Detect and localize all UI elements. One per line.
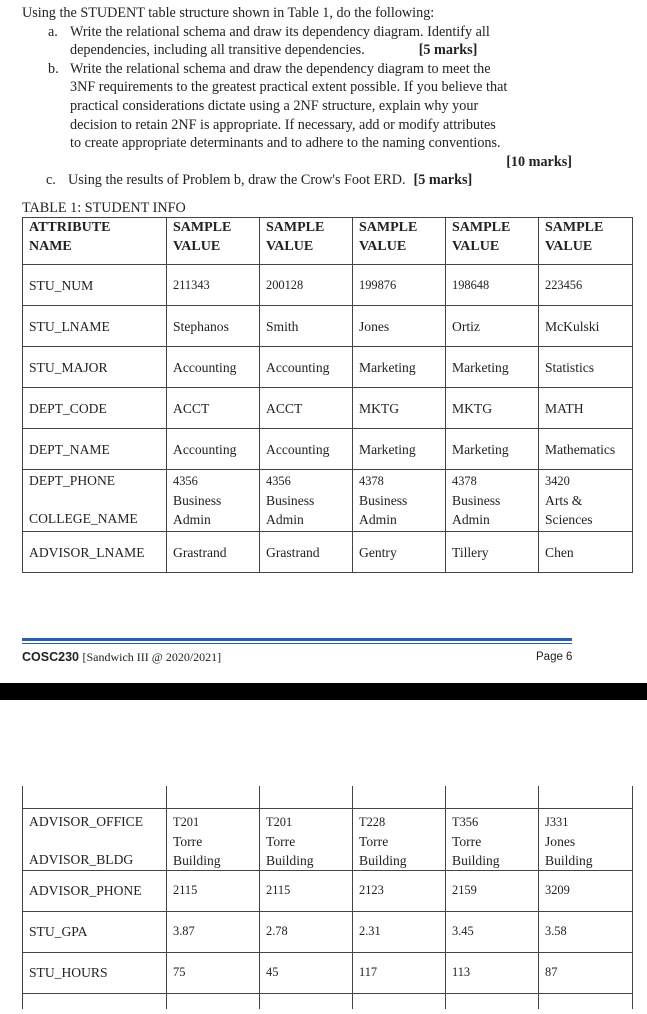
table-row [23, 470, 633, 532]
header-attribute: ATTRIBUTE NAME [23, 218, 167, 265]
instructions [22, 4, 632, 190]
question-c-label: c. [46, 172, 56, 189]
attribute-name: STU_GPA [23, 911, 167, 952]
question-c [22, 171, 632, 190]
question-b-label: b. [48, 60, 59, 77]
table-row [23, 911, 633, 952]
cell: T228 Torre Building [353, 808, 446, 870]
cell: Accounting [167, 429, 260, 470]
attribute-name: DEPT_PHONE COLLEGE_NAME [23, 470, 167, 532]
cell: MKTG [446, 388, 539, 429]
attribute-name: STU_NUM [23, 265, 167, 306]
cell: 4356 Business Admin [260, 470, 353, 532]
cell: Mathematics [539, 429, 633, 470]
table-row [23, 952, 633, 993]
cell: Marketing [446, 347, 539, 388]
header-sample: SAMPLE VALUE [167, 218, 260, 265]
question-a-label: a. [48, 23, 58, 40]
cell: 45 [260, 952, 353, 993]
question-a-line1: Write the relational schema and draw its dependency diagram. Identify all [70, 23, 490, 40]
cell: Chen [539, 532, 633, 573]
question-b-line5: to create appropriate determinants and to adhere to the naming conventions. [70, 135, 501, 152]
page-break-band [0, 683, 647, 700]
cell: Grastrand [260, 532, 353, 573]
attribute-name: ADVISOR_LNAME [23, 532, 167, 573]
attribute-name: STU_LNAME [23, 306, 167, 347]
footer-term: [Sandwich III @ 2020/2021] [82, 650, 222, 664]
footer-course: COSC230 [Sandwich III @ 2020/2021] [22, 650, 222, 664]
question-b-marks: [10 marks] [506, 153, 572, 170]
table-row [23, 532, 633, 573]
question-b-line1: Write the relational schema and draw the dependency diagram to meet the [70, 60, 491, 77]
footer-rule [22, 638, 572, 641]
question-b-line2: 3NF requirements to the greatest practical extent possible. If you believe that [70, 79, 508, 96]
attribute-name: STU_MAJOR [23, 347, 167, 388]
cell: ACCT [260, 388, 353, 429]
cell: 75 [167, 952, 260, 993]
cell: Accounting [167, 347, 260, 388]
question-b-line3: practical considerations dictate using a 2NF structure, explain why your [70, 97, 479, 114]
table-title: TABLE 1: STUDENT INFO [22, 200, 186, 216]
cell: 2115 [167, 870, 260, 911]
cell: Gentry [353, 532, 446, 573]
cell: J331 Jones Building [539, 808, 633, 870]
student-info-table [22, 217, 633, 573]
cell: 2115 [260, 870, 353, 911]
question-b-line4: decision to retain 2NF is appropriate. If necessary, add or modify attributes [70, 116, 496, 133]
cell: 211343 [167, 265, 260, 306]
table-row-top-edge [23, 786, 633, 808]
cell: 2159 [446, 870, 539, 911]
cell: 3.87 [167, 911, 260, 952]
student-info-table-continued [22, 786, 633, 1009]
cell: ACCT [167, 388, 260, 429]
cell: MKTG [353, 388, 446, 429]
cell: 3.58 [539, 911, 633, 952]
question-a-marks: [5 marks] [418, 42, 478, 59]
header-sample: SAMPLE VALUE [446, 218, 539, 265]
cell: 3209 [539, 870, 633, 911]
cell: Tillery [446, 532, 539, 573]
cell: Accounting [260, 429, 353, 470]
attribute-name: ADVISOR_OFFICE ADVISOR_BLDG [23, 808, 167, 870]
cell: Jones [353, 306, 446, 347]
table-header-row [23, 218, 633, 265]
cell: 2123 [353, 870, 446, 911]
cell: 198648 [446, 265, 539, 306]
footer-rule-thin [22, 643, 572, 644]
cell: Ortiz [446, 306, 539, 347]
cell: T201 Torre Building [167, 808, 260, 870]
header-sample: SAMPLE VALUE [539, 218, 633, 265]
cell: 199876 [353, 265, 446, 306]
cell: 2.31 [353, 911, 446, 952]
cell: 117 [353, 952, 446, 993]
cell: 4378 Business Admin [353, 470, 446, 532]
cell: Accounting [260, 347, 353, 388]
cell: Marketing [446, 429, 539, 470]
cell: Stephanos [167, 306, 260, 347]
attribute-name: DEPT_CODE [23, 388, 167, 429]
cell: MATH [539, 388, 633, 429]
intro-lead: Using the STUDENT table structure shown in Table 1, do the following: [22, 5, 435, 21]
question-b [22, 60, 632, 172]
table-row [23, 429, 633, 470]
table-row [23, 347, 633, 388]
table-row [23, 870, 633, 911]
cell: McKulski [539, 306, 633, 347]
cell: Marketing [353, 429, 446, 470]
table-row [23, 265, 633, 306]
question-a-line2: dependencies, including all transitive dependencies. [70, 42, 365, 59]
cell: 4378 Business Admin [446, 470, 539, 532]
cell: Statistics [539, 347, 633, 388]
table-row-cut [23, 993, 633, 1009]
cell: 3420 Arts & Sciences [539, 470, 633, 532]
table-row [23, 808, 633, 870]
cell: Marketing [353, 347, 446, 388]
cell: 3.45 [446, 911, 539, 952]
header-sample: SAMPLE VALUE [260, 218, 353, 265]
cell: 200128 [260, 265, 353, 306]
question-a [22, 23, 632, 60]
cell: Smith [260, 306, 353, 347]
page-number: Page 6 [536, 651, 573, 663]
header-sample: SAMPLE VALUE [353, 218, 446, 265]
cell: 223456 [539, 265, 633, 306]
attribute-name: STU_HOURS [23, 952, 167, 993]
question-c-marks: [5 marks] [413, 172, 473, 189]
table-row [23, 388, 633, 429]
attribute-name: DEPT_NAME [23, 429, 167, 470]
cell: Grastrand [167, 532, 260, 573]
cell: 4356 Business Admin [167, 470, 260, 532]
question-c-text: Using the results of Problem b, draw the Crow's Foot ERD. [68, 172, 406, 189]
cell: 113 [446, 952, 539, 993]
cell: T356 Torre Building [446, 808, 539, 870]
table-row [23, 306, 633, 347]
cell: 2.78 [260, 911, 353, 952]
attribute-name: ADVISOR_PHONE [23, 870, 167, 911]
cell: 87 [539, 952, 633, 993]
cell: T201 Torre Building [260, 808, 353, 870]
